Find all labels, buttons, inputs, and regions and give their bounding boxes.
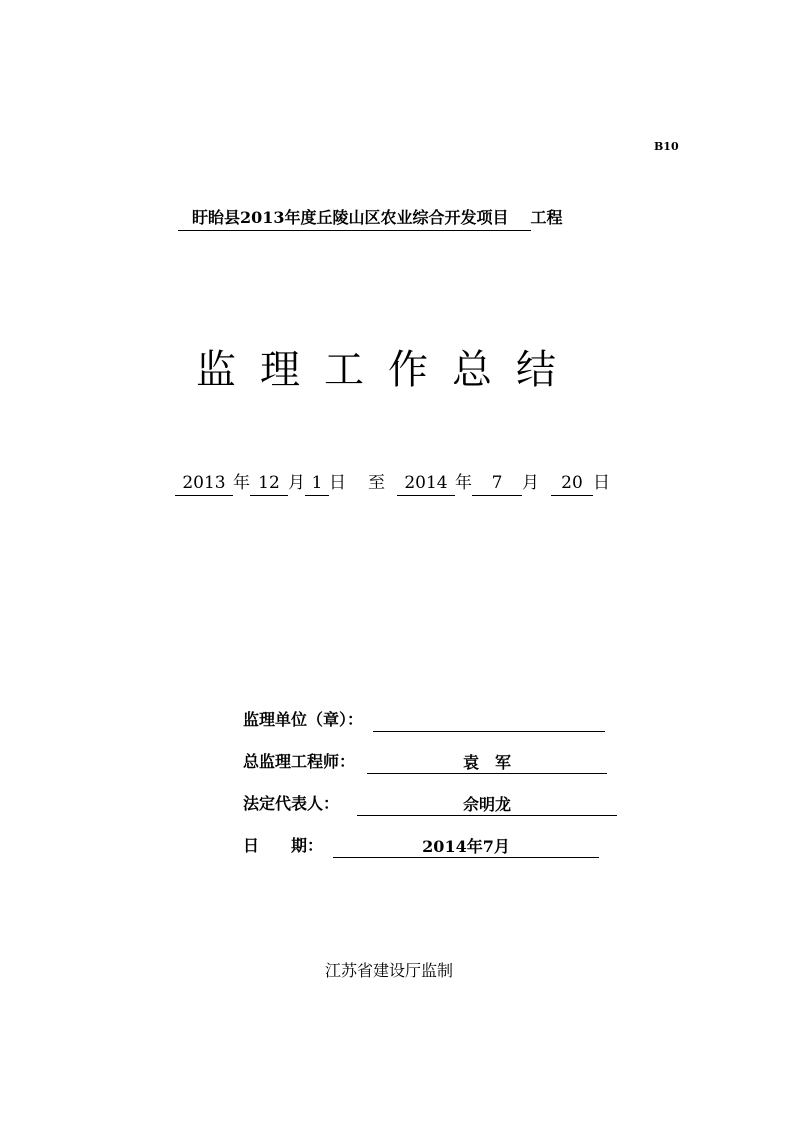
signature-unit [243, 708, 605, 732]
project-title [178, 206, 563, 231]
date-field: 2014年7月 [333, 835, 599, 858]
document-title: 监理工作总结 [196, 347, 580, 393]
engineer-field: 袁 军 [367, 751, 607, 774]
representative-label: 法定代表人： [243, 794, 340, 813]
unit-label: 监理单位（章）： [243, 710, 364, 729]
issuer-footer: 江苏省建设厅监制 [325, 961, 454, 980]
start-month: 12 [250, 471, 288, 496]
unit-field [373, 709, 605, 732]
work-period [175, 471, 610, 496]
project-underline-lead [178, 210, 192, 231]
form-code: B10 [654, 140, 679, 153]
end-month: 7 [472, 471, 522, 496]
representative-field: 佘明龙 [357, 793, 617, 816]
end-day: 20 [551, 471, 593, 496]
signature-date [243, 834, 599, 858]
to-char: 至 [368, 473, 385, 493]
start-day: 1 [305, 471, 329, 496]
day-char: 日 [329, 473, 346, 493]
project-suffix: 工程 [530, 208, 563, 227]
date-label: 日 期： [243, 836, 324, 855]
project-name: 盱眙县2013年度丘陵山区农业综合开发项目 [192, 206, 509, 231]
end-year: 2014 [397, 471, 455, 496]
engineer-label: 总监理工程师： [243, 752, 356, 771]
signature-representative [243, 792, 617, 816]
end-month-char: 月 [522, 473, 539, 493]
end-year-char: 年 [455, 473, 472, 493]
start-year: 2013 [175, 471, 233, 496]
end-day-char: 日 [593, 473, 610, 493]
year-char: 年 [233, 473, 250, 493]
project-underline-pad [509, 210, 531, 231]
signature-engineer [243, 750, 607, 774]
month-char: 月 [288, 473, 305, 493]
